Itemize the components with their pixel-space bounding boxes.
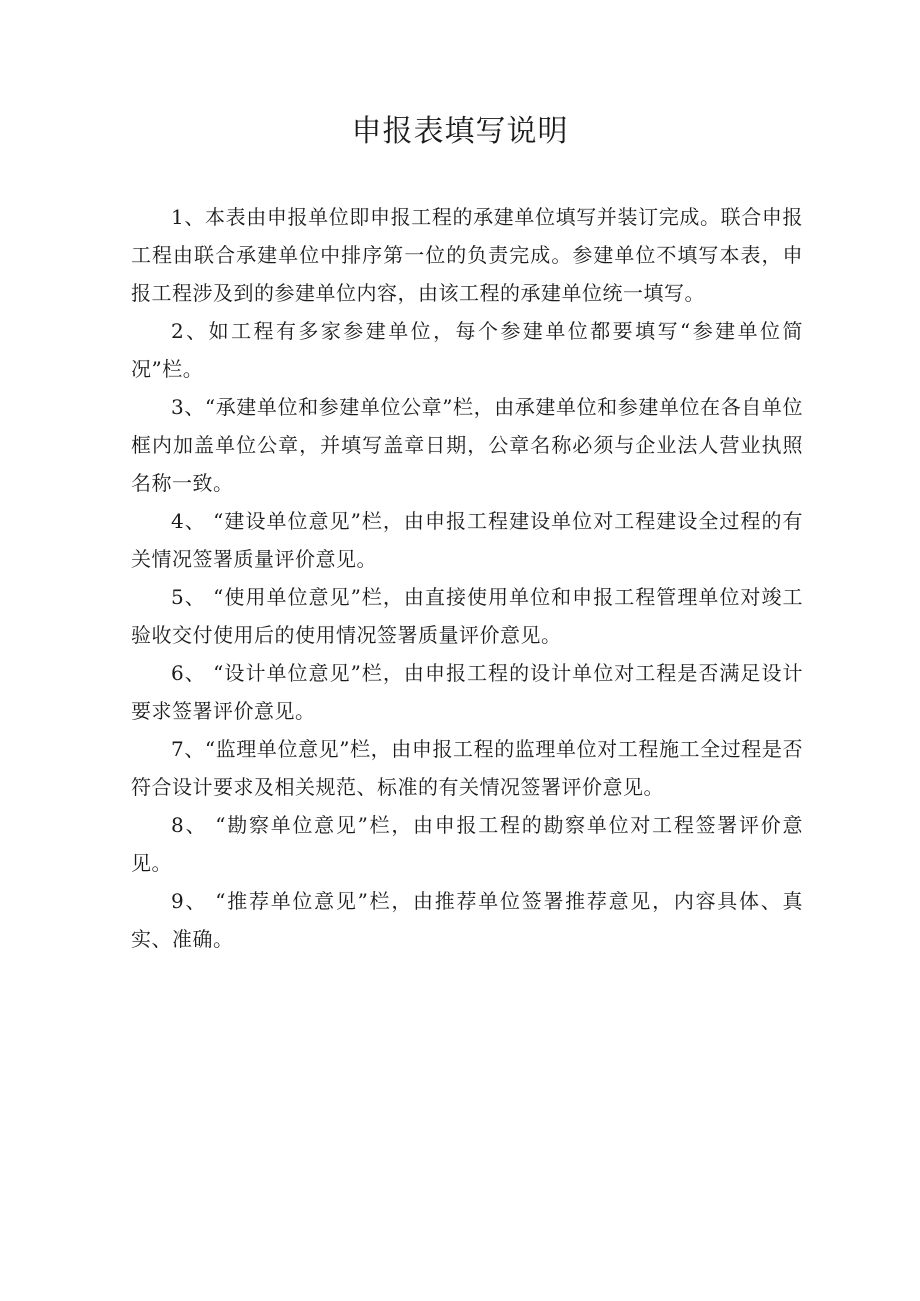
instruction-item-7: 7、“监理单位意见”栏，由申报工程的监理单位对工程施工全过程是否符合设计要求及相关规范、标准的有关情况签署评价意见。 [131,737,803,799]
instruction-item-2: 2、如工程有多家参建单位，每个参建单位都要填写“参建单位简况”栏。 [131,319,803,381]
instruction-item-5: 5、 “使用单位意见”栏，由直接使用单位和申报工程管理单位对竣工验收交付使用后的使用情况签署质量评价意见。 [131,585,803,647]
instruction-item-6: 6、 “设计单位意见”栏，由申报工程的设计单位对工程是否满足设计要求签署评价意见。 [131,661,803,723]
page-title: 申报表填写说明 [351,114,569,149]
instruction-item-3: 3、“承建单位和参建单位公章”栏，由承建单位和参建单位在各自单位框内加盖单位公章，并填写盖章日期，公章名称必须与企业法人营业执照名称一致。 [131,395,803,495]
instruction-item-9: 9、 “推荐单位意见”栏，由推荐单位签署推荐意见，内容具体、真实、准确。 [131,889,803,951]
instruction-item-4: 4、 “建设单位意见”栏，由申报工程建设单位对工程建设全过程的有关情况签署质量评价意见。 [131,509,803,571]
instructions-list [131,198,803,958]
instruction-item-1: 1、本表由申报单位即申报工程的承建单位填写并装订完成。联合申报工程由联合承建单位中排序第一位的负责完成。参建单位不填写本表，申报工程涉及到的参建单位内容，由该工程的承建单位统一填写。 [131,205,803,305]
instruction-item-8: 8、 “勘察单位意见”栏，由申报工程的勘察单位对工程签署评价意见。 [131,813,803,875]
